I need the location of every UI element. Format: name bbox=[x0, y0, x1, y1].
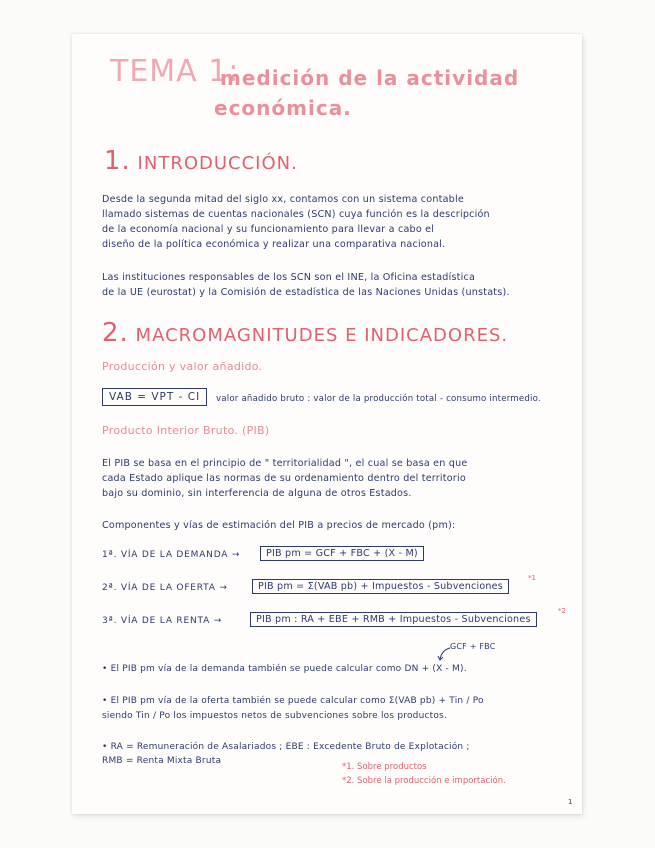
pib-line-3: bajo su dominio, sin interferencia de alguna de otros Estados. bbox=[102, 488, 412, 499]
note-renta-2: RMB = Renta Mixta Bruta bbox=[102, 756, 222, 766]
footnote-marker-2: *2 bbox=[558, 607, 566, 615]
intro-line-5: Las instituciones responsables de los SCN son el INE, la Oficina estadística bbox=[102, 272, 476, 283]
page-number: 1 bbox=[568, 798, 573, 806]
intro-line-1: Desde la segunda mitad del siglo xx, contamos con un sistema contable bbox=[102, 194, 464, 205]
intro-line-3: de la economía nacional y su funcionamiento para llevar a cabo el bbox=[102, 224, 435, 235]
via-demanda-formula: PIB pm = GCF + FBC + (X - M) bbox=[260, 546, 424, 561]
intro-line-2: llamado sistemas de cuentas nacionales (SCN) cuya función es la descripción bbox=[102, 209, 490, 220]
note-oferta-2: siendo Tin / Po los impuestos netos de subvenciones sobre los productos. bbox=[102, 711, 448, 721]
pib-line-2: cada Estado aplique las normas de su ordenamiento dentro del territorio bbox=[102, 473, 466, 484]
section-heading-intro bbox=[104, 146, 298, 176]
footnote-marker-1: *1 bbox=[528, 574, 536, 582]
via-renta-formula-wrap bbox=[250, 612, 537, 627]
page-title-line1: medición de la actividad bbox=[220, 66, 520, 90]
via-demanda-formula-wrap bbox=[260, 546, 424, 561]
via-renta-formula: PIB pm : RA + EBE + RMB + Impuestos - Subvenciones bbox=[250, 612, 537, 627]
note-renta-1: • RA = Remuneración de Asalariados ; EBE : Excedente Bruto de Explotación ; bbox=[102, 742, 470, 752]
section-title: MACROMAGNITUDES E INDICADORES. bbox=[135, 325, 509, 346]
section-number: 1. bbox=[104, 146, 131, 176]
vab-formula-box: VAB = VPT - CI bbox=[102, 388, 207, 406]
section-heading-macro bbox=[102, 318, 508, 348]
note-demanda: • El PIB pm vía de la demanda también se puede calcular como DN + (X - M). bbox=[102, 664, 467, 674]
page-title-line2: económica. bbox=[214, 96, 352, 120]
via-oferta-formula: PIB pm = Σ(VAB pb) + Impuestos - Subvenciones bbox=[252, 579, 509, 594]
note-oferta-1: • El PIB pm vía de la oferta también se puede calcular como Σ(VAB pb) + Tin / Po bbox=[102, 696, 484, 706]
vab-description: valor añadido bruto : valor de la producción total - consumo intermedio. bbox=[216, 394, 541, 404]
page-title-prefix: TEMA 1: bbox=[110, 54, 240, 89]
annotation-arrow-icon bbox=[436, 646, 452, 662]
via-oferta-label: 2ª. VÍA DE LA OFERTA → bbox=[102, 583, 228, 593]
footnote-2: *2. Sobre la producción e importación. bbox=[342, 776, 506, 786]
intro-line-6: de la UE (eurostat) y la Comisión de estadística de las Naciones Unidas (unstats). bbox=[102, 287, 510, 298]
subheading-pib: Producto Interior Bruto. (PIB) bbox=[102, 424, 270, 437]
pib-line-1: El PIB se basa en el principio de " territorialidad ", el cual se basa en que bbox=[102, 458, 468, 469]
subheading-produccion: Producción y valor añadido. bbox=[102, 360, 263, 373]
footnote-1: *1. Sobre productos bbox=[342, 762, 427, 772]
gcf-fbc-annotation: GCF + FBC bbox=[450, 642, 496, 651]
vab-row bbox=[102, 388, 207, 406]
section-number: 2. bbox=[102, 318, 129, 348]
via-oferta-formula-wrap bbox=[252, 579, 509, 594]
via-renta-label: 3ª. VÍA DE LA RENTA → bbox=[102, 616, 223, 626]
notebook-page bbox=[72, 34, 582, 814]
intro-line-4: diseño de la política económica y realizar una comparativa nacional. bbox=[102, 239, 446, 250]
section-title: INTRODUCCIÓN. bbox=[137, 153, 298, 174]
via-demanda-label: 1ª. VÍA DE LA DEMANDA → bbox=[102, 550, 241, 560]
components-intro: Componentes y vías de estimación del PIB a precios de mercado (pm): bbox=[102, 520, 456, 531]
